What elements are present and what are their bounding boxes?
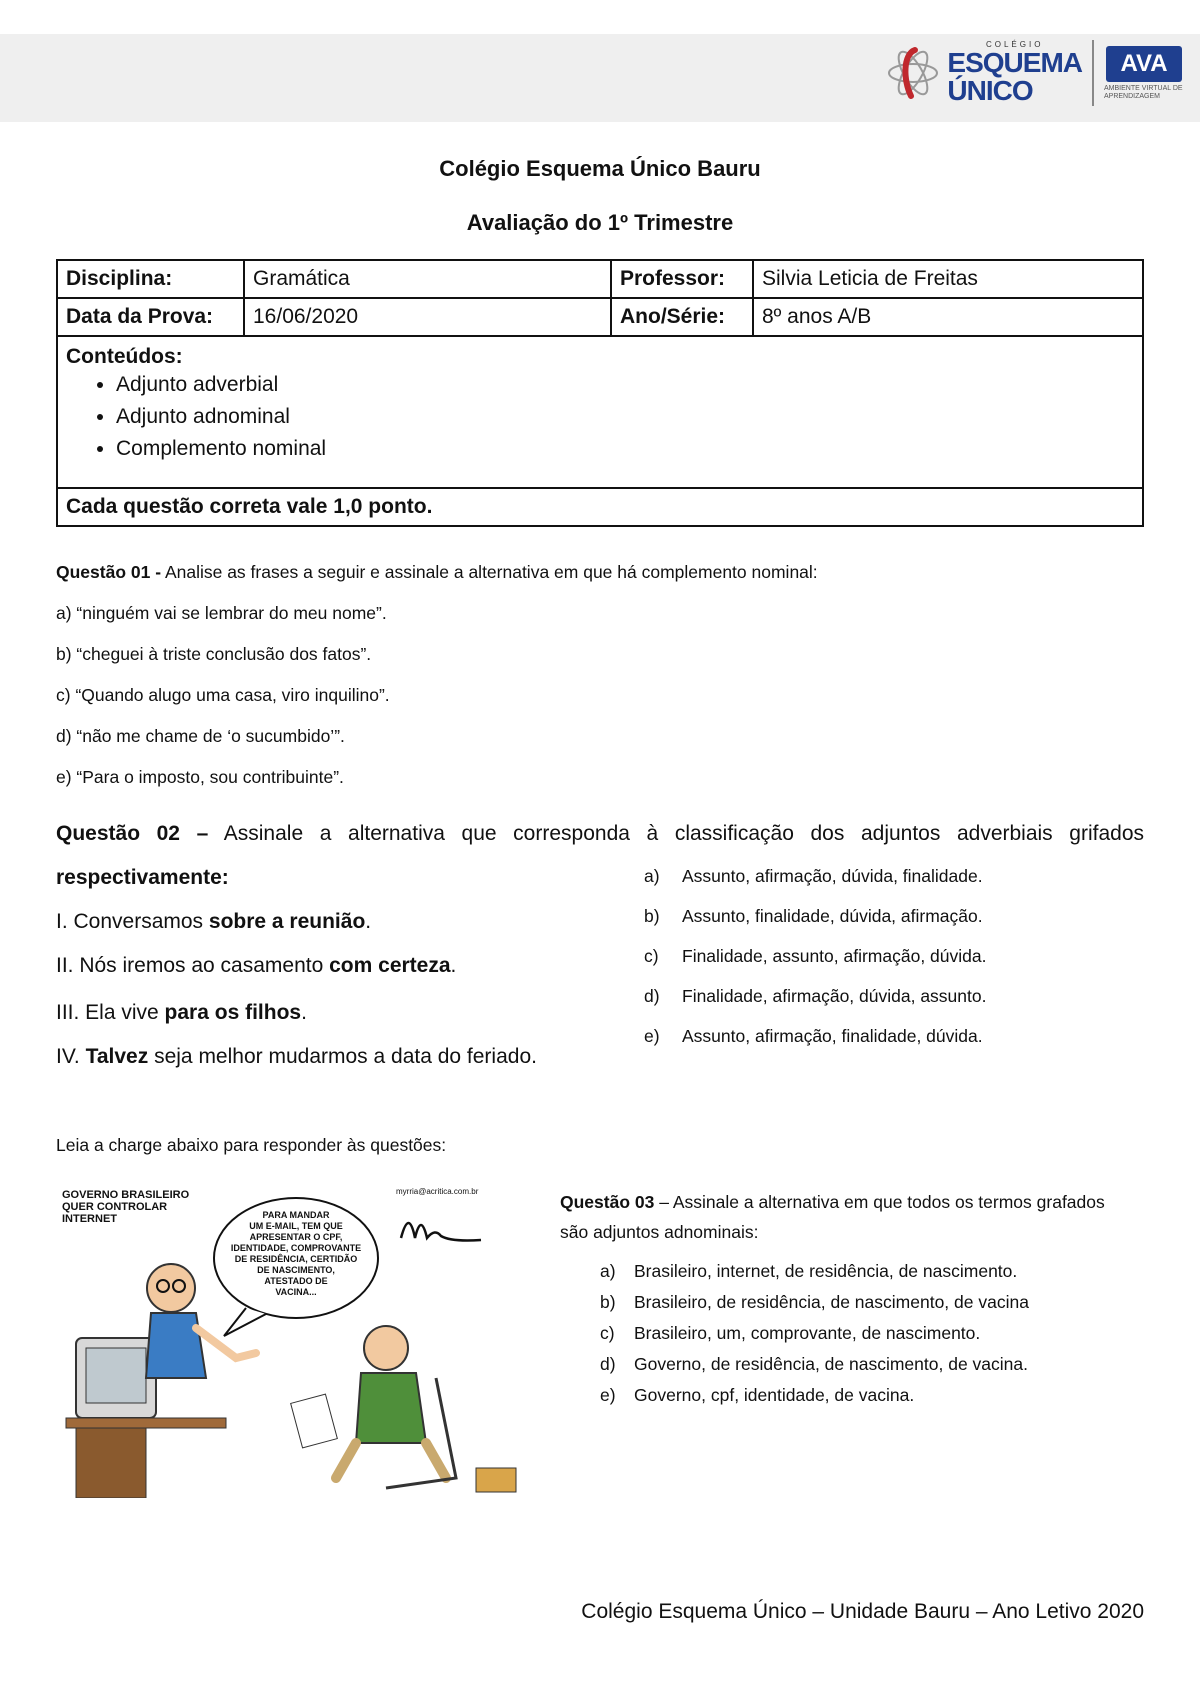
logo-line1: ESQUEMA [947, 47, 1082, 78]
question-3 [560, 1188, 1120, 1248]
contents-row [57, 336, 1143, 488]
contents-label: Conteúdos: [66, 345, 183, 368]
contents-list [66, 373, 1134, 461]
speech-line: DE NASCIMENTO, [257, 1265, 335, 1275]
question-3-label: Questão 03 [560, 1192, 655, 1212]
question-1-label: Questão 01 - [56, 562, 162, 582]
speech-line: PARA MANDAR [262, 1210, 330, 1220]
q2-statement-1: I. Conversamos sobre a reunião. [56, 910, 372, 933]
publisher-logo-icon [476, 1468, 516, 1492]
list-item: • Adjunto adnominal [116, 405, 1134, 429]
question-3-text: – Assinale a alternativa em que todos os termos grafados são adjuntos adnominais: [560, 1192, 1105, 1242]
speech-line: UM E-MAIL, TEM QUE [249, 1221, 343, 1231]
page-footer: Colégio Esquema Único – Unidade Bauru – Ano Letivo 2020 [581, 1600, 1144, 1623]
question-2-text-cont: respectivamente: [56, 866, 229, 889]
q3-option-c: c) Brasileiro, um, comprovante, de nascimento. [600, 1323, 981, 1343]
q2-statement-3: III. Ela vive para os filhos. [56, 1001, 307, 1024]
question-2-text: Assinale a alternativa que corresponda à classificação dos adjuntos adverbiais grifados [208, 822, 1145, 845]
q2-statement-2: II. Nós iremos ao casamento com certeza. [56, 954, 457, 977]
exam-title: Avaliação do 1º Trimestre [466, 210, 734, 235]
ava-subtitle: AMBIENTE VIRTUAL DE APRENDIZAGEM [1104, 84, 1183, 100]
ava-badge: AVA [1106, 46, 1181, 82]
cartoon-email: myrria@acritica.com.br [396, 1187, 479, 1196]
q2-statement-4: IV. Talvez seja melhor mudarmos a data do feriado. [56, 1045, 537, 1068]
logo-line2: ÚNICO [947, 75, 1033, 106]
ava-logo [1104, 46, 1184, 100]
date-value: 16/06/2020 [244, 298, 611, 336]
speech-line: IDENTIDADE, COMPROVANTE [230, 1243, 362, 1253]
info-table [56, 259, 1144, 527]
man-left-head [147, 1264, 195, 1312]
list-item: • Complemento nominal [116, 437, 1134, 461]
question-1-text: Analise as frases a seguir e assinale a alternativa em que há complemento nominal: [161, 562, 818, 582]
q1-option-e: e) “Para o imposto, sou contribuinte”. [56, 767, 344, 787]
grade-label: Ano/Série: [611, 298, 753, 336]
q2-option-c: c) Finalidade, assunto, afirmação, dúvida. [644, 946, 987, 966]
q3-option-d: d) Governo, de residência, de nascimento, de vacina. [600, 1354, 1028, 1374]
info-row-1 [57, 260, 1143, 298]
q1-option-a: a) “ninguém vai se lembrar do meu nome”. [56, 603, 387, 623]
man-left-shirt [146, 1313, 206, 1378]
school-title: Colégio Esquema Único Bauru [439, 156, 761, 181]
q2-option-a: a) Assunto, afirmação, dúvida, finalidade. [644, 866, 983, 886]
note-row [57, 488, 1143, 526]
speech-line: DE RESIDÊNCIA, CERTIDÃO [234, 1254, 358, 1264]
q1-option-d: d) “não me chame de ‘o sucumbido’”. [56, 726, 345, 746]
q2-option-b: b) Assunto, finalidade, dúvida, afirmação. [644, 906, 983, 926]
q1-option-b: b) “cheguei à triste conclusão dos fatos”. [56, 644, 372, 664]
q1-option-c: c) “Quando alugo uma casa, viro inquilino”. [56, 685, 390, 705]
cartoon-caption-3: INTERNET [62, 1213, 117, 1225]
q3-option-e: e) Governo, cpf, identidade, de vacina. [600, 1385, 915, 1405]
read-cartoon-instruction: Leia a charge abaixo para responder às questões: [56, 1135, 447, 1155]
teacher-value: Silvia Leticia de Freitas [753, 260, 1143, 298]
q2-option-e: e) Assunto, afirmação, finalidade, dúvida. [644, 1026, 983, 1046]
speech-line: VACINA... [275, 1287, 317, 1297]
q3-option-b: b) Brasileiro, de residência, de nascimento, de vacina [600, 1292, 1029, 1312]
grade-value: 8º anos A/B [753, 298, 1143, 336]
discipline-label: Disciplina: [57, 260, 244, 298]
speech-line: ATESTADO DE [264, 1276, 328, 1286]
question-1 [56, 562, 818, 583]
contents-cell [57, 336, 1143, 488]
score-note: Cada questão correta vale 1,0 ponto. [57, 488, 1143, 526]
question-2 [56, 822, 1144, 846]
header-logos [885, 40, 1184, 106]
question-2-label: Questão 02 – [56, 822, 209, 845]
school-logo [885, 40, 1082, 106]
atom-logo-icon [885, 40, 941, 106]
cartoon-image [56, 1178, 530, 1498]
cartoon-caption-1: GOVERNO BRASILEIRO [62, 1189, 190, 1201]
discipline-value: Gramática [244, 260, 611, 298]
q2-option-d: d) Finalidade, afirmação, dúvida, assunto. [644, 986, 987, 1006]
info-row-2 [57, 298, 1143, 336]
q3-option-a: a) Brasileiro, internet, de residência, de nascimento. [600, 1261, 1018, 1281]
logo-divider [1092, 40, 1094, 106]
cartoon-caption-2: QUER CONTROLAR [62, 1201, 168, 1213]
list-item: • Adjunto adverbial [116, 373, 1134, 397]
speech-line: APRESENTAR O CPF, [249, 1232, 343, 1242]
date-label: Data da Prova: [57, 298, 244, 336]
man-right-shirt [356, 1373, 426, 1443]
logo-small-text: COLÉGIO [985, 40, 1044, 49]
teacher-label: Professor: [611, 260, 753, 298]
man-right-head [364, 1326, 408, 1370]
school-logo-text [947, 41, 1082, 105]
